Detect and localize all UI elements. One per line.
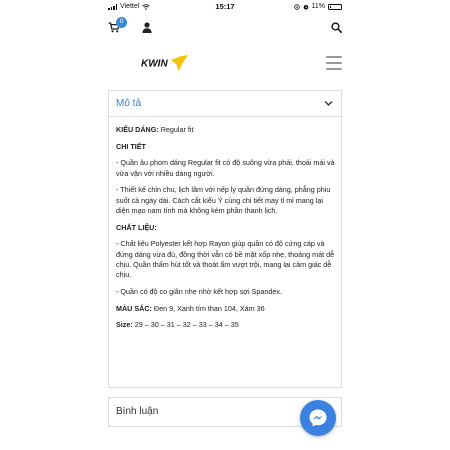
user-icon — [142, 22, 152, 33]
messenger-icon — [308, 408, 328, 428]
status-right — [294, 3, 343, 10]
style-value: Regular fit — [158, 125, 194, 134]
menu-line-icon — [326, 56, 342, 58]
material-paragraph-1: - Chất liệu Polyester kết hợp Rayon giúp quần có độ cứng cáp và đứng dáng vừa đủ, đồng thời vẫn có bề mặt xốp nhẹ, thoáng mát dễ chịu. Quần thấm hút tốt và thoát ẩm vượt trội, mang lại cảm giác dễ chịu. — [116, 239, 335, 280]
style-line — [116, 125, 338, 135]
site-header — [108, 48, 342, 78]
detail-heading — [116, 142, 338, 152]
style-label: KIỂU DÁNG: — [116, 125, 159, 134]
menu-line-icon — [326, 68, 342, 70]
size-value: 29 – 30 – 31 – 32 – 33 – 34 – 35 — [132, 320, 239, 330]
material-heading — [116, 223, 338, 233]
battery-percent: 11% — [311, 3, 325, 10]
top-bar — [108, 16, 342, 36]
chevron-down-icon[interactable] — [324, 100, 333, 107]
comments-title: Bình luận — [116, 406, 159, 417]
description-content — [116, 125, 338, 337]
description-header[interactable] — [109, 91, 341, 117]
detail-paragraph-2: - Thiết kế chỉn chu, lịch lãm với nếp ly quần đứng dáng, phẳng phiu suốt cả ngày dài. Cách cắt kiểu Ý cùng chi tiết may tỉ mỉ mang lại diện mạo nam tính mà không kém phần thanh lịch. — [116, 185, 331, 215]
logo-text: KWIN — [141, 58, 168, 70]
detail-label: CHI TIẾT — [116, 141, 146, 151]
clock: 15:17 — [215, 2, 235, 11]
alarm-icon — [303, 4, 309, 10]
messenger-chat-button[interactable] — [300, 400, 336, 436]
status-bar — [108, 0, 342, 14]
cart-button[interactable] — [108, 20, 122, 32]
material-paragraph-2: - Quần có độ co giãn nhẹ nhờ kết hợp sợi Spandex. — [116, 287, 282, 296]
cart-count-badge: 0 — [116, 17, 127, 28]
description-panel — [108, 90, 342, 388]
description-title: Mô tả — [116, 98, 142, 109]
material-label: CHẤT LIỆU: — [116, 222, 157, 232]
account-button[interactable] — [142, 20, 152, 32]
color-label: MÀU SẮC: — [116, 303, 152, 313]
battery-icon — [328, 4, 342, 10]
site-logo[interactable] — [140, 53, 194, 73]
search-icon — [331, 22, 342, 33]
location-icon — [294, 4, 300, 10]
size-label: Size: — [116, 320, 133, 330]
carrier-name: Viettel — [120, 3, 140, 10]
kwin-logo-icon — [140, 53, 194, 73]
search-button[interactable] — [331, 20, 342, 31]
color-line — [116, 304, 338, 314]
color-value: Đen 9, Xanh tím than 104, Xám 36 — [151, 303, 265, 313]
size-line — [116, 320, 338, 330]
hamburger-menu-button[interactable] — [326, 56, 342, 70]
detail-paragraph-1: - Quần âu phom dáng Regular fit có độ suông vừa phải, thoải mái và vừa vặn với nhiều dáng người. — [116, 158, 335, 178]
menu-line-icon — [326, 62, 342, 64]
